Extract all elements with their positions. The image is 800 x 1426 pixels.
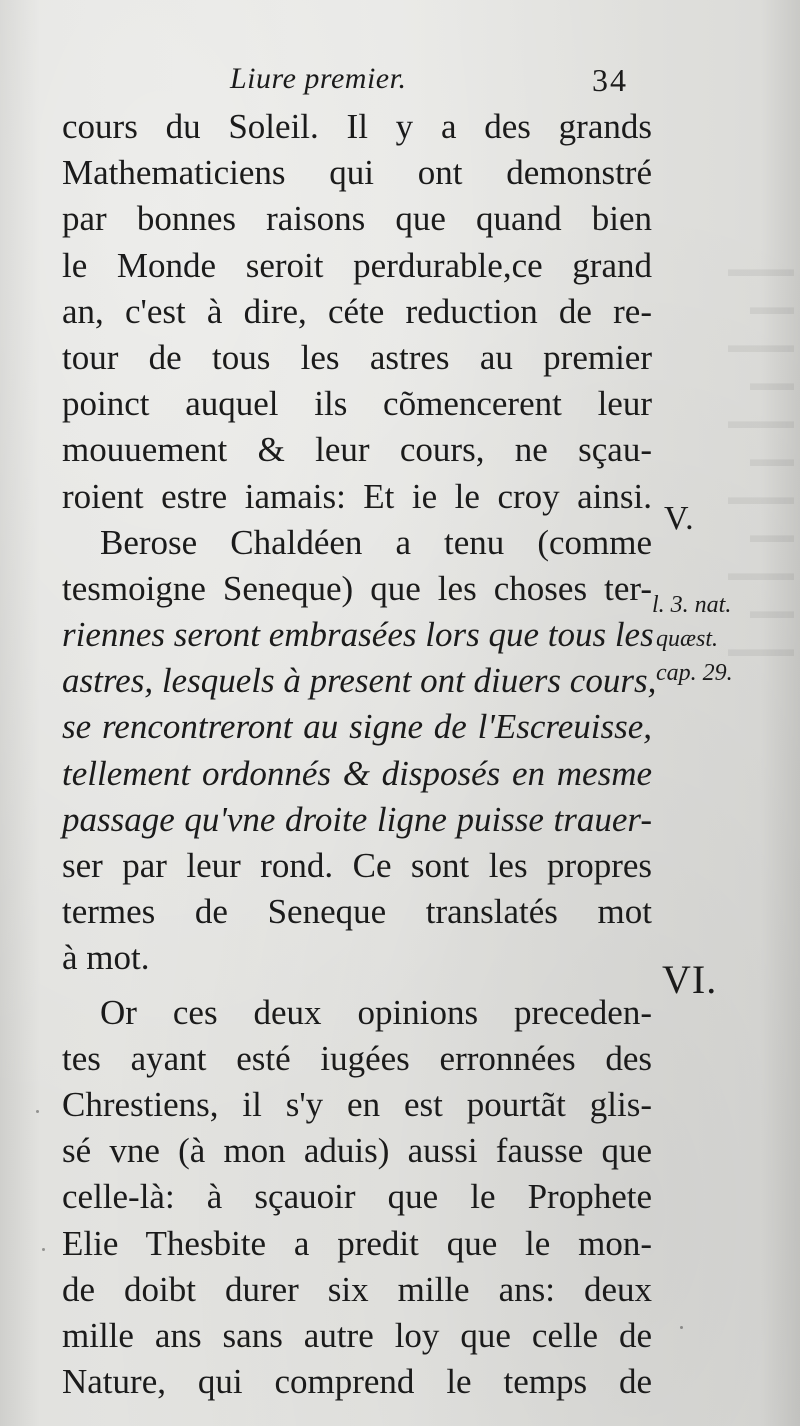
text-line: astres, lesquels à present ont diuers cours, — [62, 661, 657, 701]
text-line: Mathematiciens qui ont demonstré — [62, 153, 652, 193]
text-line: tellement ordonnés & disposés en mesme — [62, 753, 652, 793]
text-line: ser par leur rond. Ce sont les propres — [62, 846, 652, 885]
text-line: sé vne (à mon aduis) aussi fausse que — [62, 1131, 652, 1171]
text-line: riennes seront embrasées lors que tous les — [62, 615, 654, 655]
text-line: Chrestiens, il s'y en est pourtãt glis- — [62, 1084, 652, 1124]
text-line: tesmoigne Seneque) que les choses ter- — [62, 568, 652, 608]
text-line: le Monde seroit perdurable,ce grand — [62, 245, 652, 285]
text-line: celle-là: à sçauoir que le Prophete — [62, 1177, 652, 1217]
text-line: tour de tous les astres au premier — [62, 337, 652, 377]
text-line: cours du Soleil. Il y a des grands — [62, 107, 652, 146]
margin-reference-line: cap. 29. — [656, 660, 733, 686]
running-title: Liure premier. — [230, 62, 407, 95]
margin-reference-line: quæst. — [656, 626, 719, 652]
text-line: tes ayant esté iugées erronnées des — [62, 1038, 652, 1078]
text-line: mille ans sans autre loy que celle de — [62, 1315, 652, 1355]
text-line: Berose Chaldéen a tenu (comme — [100, 522, 652, 562]
running-head — [60, 62, 660, 102]
text-line: Nature, qui comprend le temps de — [62, 1362, 652, 1402]
text-line: poinct auquel ils cõmencerent leur — [62, 384, 652, 424]
text-line: termes de Seneque translatés mot — [62, 892, 652, 932]
page-number: 34 — [592, 62, 628, 98]
text-line: se rencontreront au signe de l'Escreuisse, — [62, 707, 652, 747]
text-line: Or ces deux opinions preceden- — [100, 992, 652, 1032]
margin-section-number-v: V. — [664, 500, 695, 537]
text-line: Elie Thesbite a predit que le mon- — [62, 1223, 652, 1263]
show-through-texture: ▬▬▬ ▬▬ ▬▬▬ ▬▬ ▬▬▬ ▬▬ ▬▬▬ ▬▬ ▬▬▬ ▬▬ ▬▬▬ — [728, 256, 794, 661]
text-line: de doibt durer six mille ans: deux — [62, 1269, 652, 1309]
text-line: mouuement & leur cours, ne sçau- — [62, 430, 652, 470]
margin-section-number-vi: VI. — [662, 957, 718, 1002]
paper-speck — [42, 1248, 45, 1251]
margin-reference-line: l. 3. nat. — [652, 592, 732, 618]
margin-reference — [652, 588, 733, 690]
body-text — [62, 104, 657, 1405]
text-line: passage qu'vne droite ligne puisse trauer- — [62, 799, 652, 839]
text-line: à mot. — [62, 938, 150, 978]
paper-speck — [680, 1326, 683, 1329]
text-line: par bonnes raisons que quand bien — [62, 199, 652, 239]
text-line: an, c'est à dire, céte reduction de re- — [62, 291, 652, 331]
paper-speck — [36, 1110, 39, 1113]
text-line: roient estre iamais: Et ie le croy ainsi. — [62, 476, 652, 516]
